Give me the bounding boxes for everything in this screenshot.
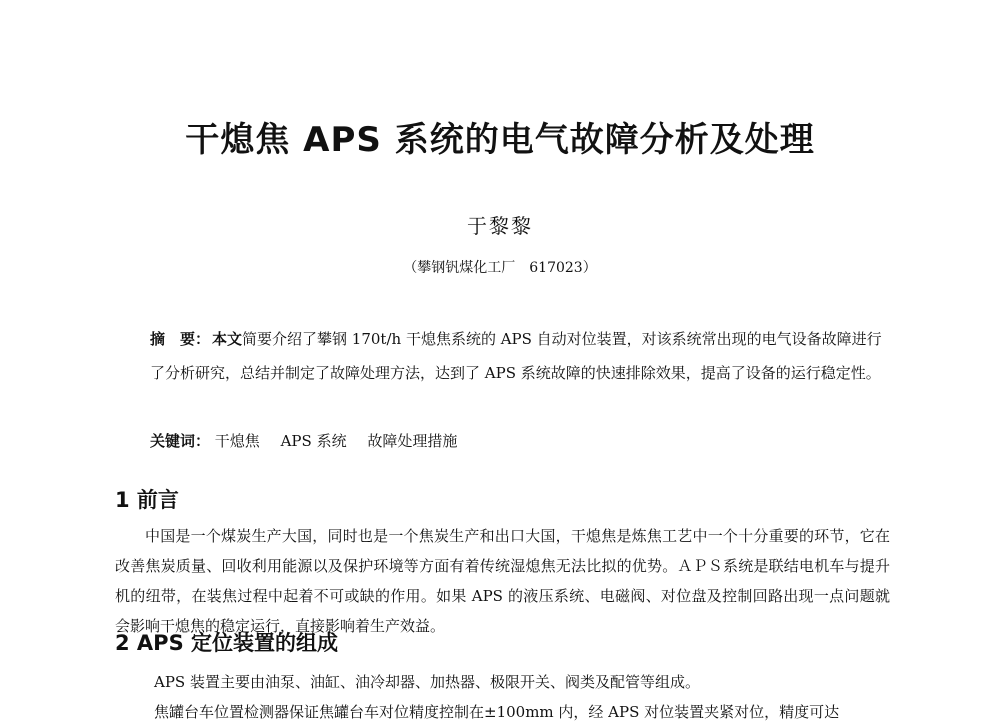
keyword-item: 故障处理措施 [367, 432, 458, 450]
section-heading-aps: 2 APS 定位装置的组成 [115, 631, 339, 655]
affiliation: （攀钢钒煤化工厂 617023） [403, 260, 597, 276]
abstract-lead: 本文 [212, 330, 243, 348]
keyword-item: 干熄焦 [214, 432, 260, 450]
abstract-label: 摘 要： [150, 330, 211, 348]
keyword-item: APS 系统 [280, 432, 347, 450]
section-aps-paragraph-1: APS 装置主要由油泵、油缸、油冷却器、加热器、极限开关、阀类及配管等组成。 [154, 673, 700, 691]
author-name: 于黎黎 [467, 214, 533, 238]
keywords [150, 424, 892, 458]
abstract [150, 322, 892, 390]
section-intro-paragraph: 中国是一个煤炭生产大国，同时也是一个焦炭生产和出口大国，干熄焦是炼焦工艺中一个十分重要的环节，它在改善焦炭质量、回收利用能源以及保护环境等方面有着传统湿熄焦无法比拟的优势。ＡＰＳ系统是联结电机车与提升机的纽带，在装焦过程中起着不可或缺的作用。如果 APS 的液压系统、电磁阀、对位盘及控制回路出现一点问题就会影响干熄焦的稳定运行，直接影响着生产效益。 [115, 527, 890, 635]
section-heading-intro: 1 前言 [115, 488, 179, 512]
paper-title: 干熄焦 APS 系统的电气故障分析及处理 [185, 120, 815, 160]
keywords-label: 关键词： [150, 432, 211, 450]
section-aps-paragraph-2: 焦罐台车位置检测器保证焦罐台车对位精度控制在±100mm 内，经 APS 对位装置夹紧对位，精度可达 [154, 703, 840, 721]
abstract-text: 简要介绍了攀钢 170t/h 干熄焦系统的 APS 自动对位装置，对该系统常出现的电气设备故障进行了分析研究，总结并制定了故障处理方法，达到了 APS 系统故障的快速排除效果，提高了设备的运行稳定性。 [150, 330, 882, 382]
